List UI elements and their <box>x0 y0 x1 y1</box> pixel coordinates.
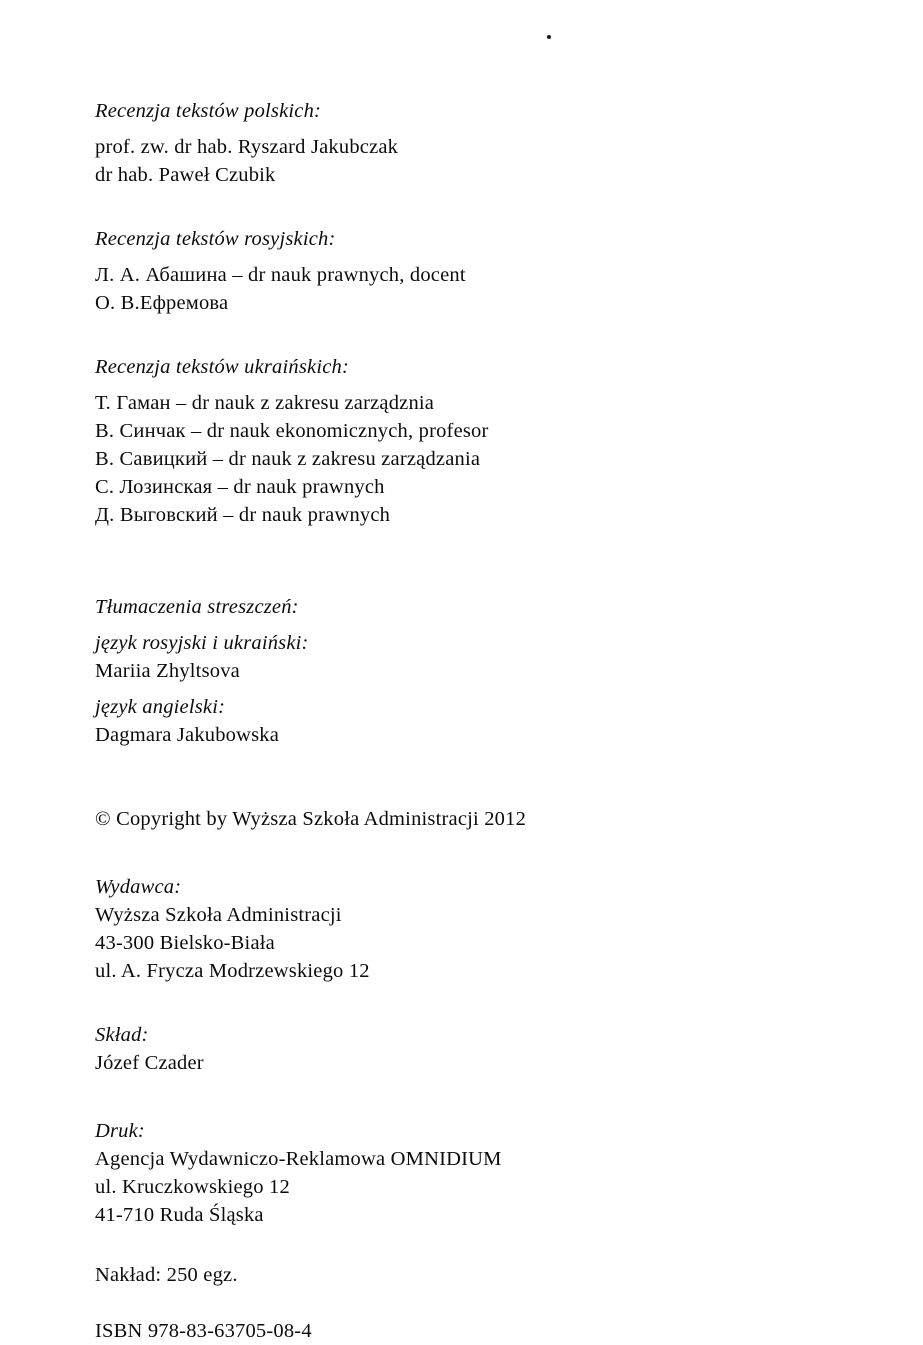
print-run-line: Nakład: 250 egz. <box>95 1264 238 1286</box>
typesetter-name: Józef Czader <box>95 1052 204 1074</box>
translator-name: Mariia Zhyltsova <box>95 660 240 682</box>
reviewer-line: О. В.Ефремова <box>95 292 229 314</box>
section-heading-translations: Tłumaczenia streszczeń: <box>95 596 299 618</box>
publisher-line: 43-300 Bielsko-Biała <box>95 932 275 954</box>
reviewer-line: С. Лозинская – dr nauk prawnych <box>95 476 385 498</box>
section-heading-russian-reviews: Recenzja tekstów rosyjskich: <box>95 228 336 250</box>
print-run-section <box>95 1261 855 1289</box>
translator-name: Dagmara Jakubowska <box>95 724 280 746</box>
translations-section <box>95 593 855 749</box>
reviewers-ukrainian-section <box>95 353 855 529</box>
isbn-section <box>95 1317 855 1345</box>
printer-line: Agencja Wydawniczo-Reklamowa OMNIDIUM <box>95 1148 502 1170</box>
printer-line: 41-710 Ruda Śląska <box>95 1204 264 1226</box>
reviewers-russian-section <box>95 225 855 317</box>
section-heading-typesetting: Skład: <box>95 1024 149 1046</box>
section-heading-publisher: Wydawca: <box>95 876 182 898</box>
page-speck-mark <box>547 35 551 39</box>
translation-language-label: język rosyjski i ukraiński: <box>95 632 309 654</box>
typesetting-section <box>95 1021 855 1077</box>
reviewer-line: prof. zw. dr hab. Ryszard Jakubczak <box>95 136 399 158</box>
printer-line: ul. Kruczkowskiego 12 <box>95 1176 290 1198</box>
reviewer-line: Л. А. Абашина – dr nauk prawnych, docent <box>95 264 466 286</box>
reviewer-line: Т. Гаман – dr nauk z zakresu zarządznia <box>95 392 435 414</box>
reviewer-line: dr hab. Paweł Czubik <box>95 164 276 186</box>
imprint-content <box>95 97 855 1345</box>
copyright-line: © Copyright by Wyższa Szkoła Administracji 2012 <box>95 808 527 830</box>
section-heading-polish-reviews: Recenzja tekstów polskich: <box>95 100 322 122</box>
reviewer-line: В. Синчак – dr nauk ekonomicznych, profesor <box>95 420 489 442</box>
translation-language-label: język angielski: <box>95 696 226 718</box>
printing-section <box>95 1117 855 1229</box>
section-heading-ukrainian-reviews: Recenzja tekstów ukraińskich: <box>95 356 350 378</box>
section-heading-printing: Druk: <box>95 1120 145 1142</box>
reviewers-polish-section <box>95 97 855 189</box>
publisher-section <box>95 873 855 985</box>
isbn-line: ISBN 978-83-63705-08-4 <box>95 1320 312 1342</box>
copyright-section <box>95 805 855 833</box>
reviewer-line: В. Савицкий – dr nauk z zakresu zarządzania <box>95 448 481 470</box>
publisher-line: ul. A. Frycza Modrzewskiego 12 <box>95 960 370 982</box>
reviewer-line: Д. Выговский – dr nauk prawnych <box>95 504 391 526</box>
publisher-line: Wyższa Szkoła Administracji <box>95 904 342 926</box>
